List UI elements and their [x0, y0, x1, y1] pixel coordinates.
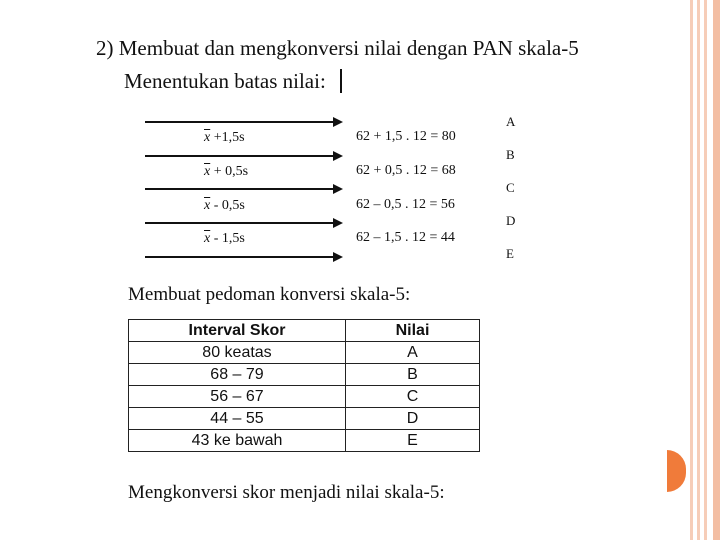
table-cell: 44 – 55: [129, 408, 346, 430]
section-heading: Membuat pedoman konversi skala-5:: [128, 284, 411, 305]
table-cell: 43 ke bawah: [129, 430, 346, 452]
text-cursor: [340, 69, 342, 93]
grade-letter: D: [506, 213, 516, 228]
grade-letter: E: [506, 246, 514, 261]
arrow: [145, 155, 335, 157]
boundary-calculation: 62 + 0,5 . 12 = 68: [356, 163, 456, 178]
table-row: [129, 364, 480, 386]
table-row: [129, 342, 480, 364]
table-cell: B: [346, 364, 480, 386]
conversion-table: [128, 319, 480, 452]
table-row: [129, 430, 480, 452]
table-cell: C: [346, 386, 480, 408]
table-row: [129, 386, 480, 408]
table-cell: D: [346, 408, 480, 430]
subheading: Menentukan batas nilai:: [124, 69, 326, 93]
arrow: [145, 256, 335, 258]
table-row: [129, 408, 480, 430]
stat-label: $\overline{x} +1,5s$: [204, 130, 245, 145]
arrow: [145, 188, 335, 190]
border-stripe: [704, 0, 707, 540]
border-stripe: [713, 0, 720, 540]
table-cell: 68 – 79: [129, 364, 346, 386]
grade-letter: C: [506, 180, 515, 195]
boundary-calculation: 62 – 1,5 . 12 = 44: [356, 230, 455, 245]
table-header-row: [129, 320, 480, 342]
section-heading: Mengkonversi skor menjadi nilai skala-5:: [128, 482, 445, 503]
table-cell: A: [346, 342, 480, 364]
arrow: [145, 121, 335, 123]
border-stripe: [697, 0, 700, 540]
grade-letter: B: [506, 147, 515, 162]
stat-label: $\overline{x} - 1,5s$: [204, 231, 245, 246]
boundary-calculation: 62 + 1,5 . 12 = 80: [356, 129, 456, 144]
grade-letter: A: [506, 114, 516, 129]
arrow: [145, 222, 335, 224]
column-header: Interval Skor: [129, 320, 346, 342]
border-stripe: [690, 0, 693, 540]
stat-label: $\overline{x} + 0,5s$: [204, 164, 249, 179]
column-header: Nilai: [346, 320, 480, 342]
boundary-calculation: 62 – 0,5 . 12 = 56: [356, 197, 455, 212]
table-cell: 80 keatas: [129, 342, 346, 364]
table-cell: 56 – 67: [129, 386, 346, 408]
table-cell: E: [346, 430, 480, 452]
stat-label: $\overline{x} - 0,5s$: [204, 198, 245, 213]
slide-heading: 2) Membuat dan mengkonversi nilai dengan PAN skala-5: [96, 36, 579, 60]
orange-half-circle: [667, 450, 686, 492]
